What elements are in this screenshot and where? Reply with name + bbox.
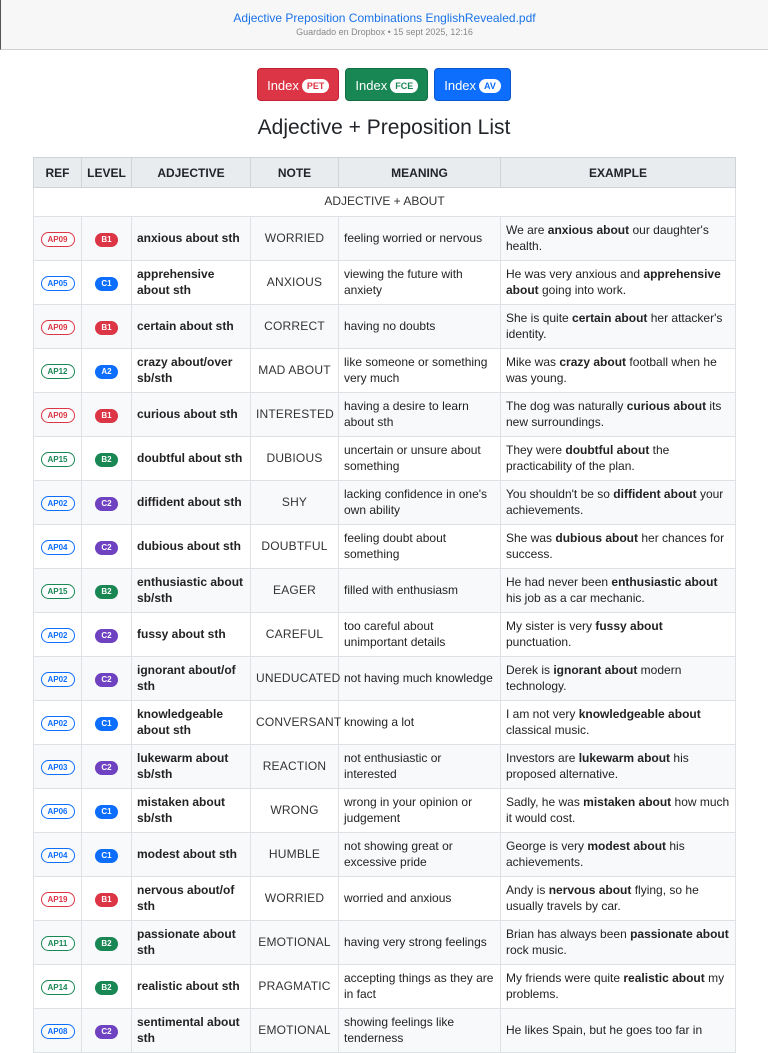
level-cell (82, 701, 132, 745)
level-badge: C1 (95, 849, 118, 863)
example-highlight: curious about (626, 399, 707, 413)
example-cell (501, 1009, 736, 1053)
table-row (34, 217, 736, 261)
level-badge: C2 (95, 673, 118, 687)
example-highlight: certain about (572, 311, 648, 325)
level-cell (82, 613, 132, 657)
section-row (34, 188, 736, 217)
note-cell: REACTION (251, 745, 339, 789)
adjective-cell: dubious about sth (132, 525, 251, 569)
example-text: Investors are (506, 751, 579, 765)
level-badge: B2 (95, 937, 118, 951)
level-badge: C2 (95, 1025, 118, 1039)
example-highlight: passionate about (630, 927, 729, 941)
fce-badge: FCE (390, 79, 418, 93)
level-badge: A2 (95, 365, 118, 379)
ref-cell (34, 657, 82, 701)
example-highlight: modest about (587, 839, 667, 853)
ref-badge[interactable]: AP02 (41, 672, 75, 687)
ref-badge[interactable]: AP14 (41, 980, 75, 995)
example-cell (501, 305, 736, 349)
example-text: your achievements. (506, 487, 724, 517)
adjective-cell: knowledgeable about sth (132, 701, 251, 745)
example-text: You shouldn't be so (506, 487, 614, 501)
example-text: going into work. (538, 282, 627, 297)
level-cell (82, 833, 132, 877)
table-row (34, 701, 736, 745)
level-cell (82, 217, 132, 261)
adjective-cell: certain about sth (132, 305, 251, 349)
level-badge: C2 (95, 761, 118, 775)
ref-cell (34, 393, 82, 437)
meaning-cell: filled with enthusiasm (339, 569, 501, 613)
level-badge: B2 (95, 453, 118, 467)
note-cell: DOUBTFUL (251, 525, 339, 569)
ref-badge[interactable]: AP04 (41, 540, 75, 555)
example-text: He was very anxious and (506, 267, 644, 281)
example-highlight: lukewarm about (578, 751, 671, 765)
example-highlight: diffident about (613, 487, 697, 501)
example-highlight: nervous about (548, 883, 632, 897)
example-text: The dog was naturally (506, 399, 627, 413)
example-text: the practicability of the plan. (506, 443, 670, 473)
level-cell (82, 1009, 132, 1053)
level-badge: B2 (95, 981, 118, 995)
ref-cell (34, 701, 82, 745)
example-text: modern technology. (506, 663, 682, 693)
adjective-cell: ignorant about/of sth (132, 657, 251, 701)
adjective-cell: mistaken about sb/sth (132, 789, 251, 833)
meaning-cell: having a desire to learn about sth (339, 393, 501, 437)
adjective-cell: lukewarm about sb/sth (132, 745, 251, 789)
level-cell (82, 261, 132, 305)
table-row (34, 393, 736, 437)
table-header-row (34, 158, 736, 188)
ref-cell (34, 217, 82, 261)
ref-badge[interactable]: AP02 (41, 716, 75, 731)
adjective-cell: realistic about sth (132, 965, 251, 1009)
level-badge: B1 (95, 893, 118, 907)
example-cell (501, 921, 736, 965)
example-text: punctuation. (506, 634, 572, 649)
example-text: He had never been (506, 575, 612, 589)
ref-badge[interactable]: AP06 (41, 804, 75, 819)
ref-badge[interactable]: AP15 (41, 584, 75, 599)
document-save-status: Guardado en Dropbox • 15 sept 2025, 12:16 (296, 27, 473, 37)
table-row (34, 569, 736, 613)
ref-cell (34, 569, 82, 613)
ref-badge[interactable]: AP02 (41, 628, 75, 643)
level-cell (82, 965, 132, 1009)
meaning-cell: worried and anxious (339, 877, 501, 921)
ref-cell (34, 789, 82, 833)
note-cell: EMOTIONAL (251, 921, 339, 965)
example-cell (501, 349, 736, 393)
table-row (34, 305, 736, 349)
adjective-cell: doubtful about sth (132, 437, 251, 481)
index-fce-button[interactable]: Index FCE (345, 68, 428, 101)
example-text: my problems. (506, 971, 725, 1001)
example-cell (501, 877, 736, 921)
table-row (34, 921, 736, 965)
meaning-cell: too careful about unimportant details (339, 613, 501, 657)
note-cell: DUBIOUS (251, 437, 339, 481)
example-cell (501, 437, 736, 481)
note-cell: SHY (251, 481, 339, 525)
note-cell: HUMBLE (251, 833, 339, 877)
meaning-cell: not having much knowledge (339, 657, 501, 701)
example-text: classical music. (506, 722, 590, 737)
ref-cell (34, 921, 82, 965)
example-highlight: enthusiastic about (611, 575, 718, 589)
table-row (34, 1009, 736, 1053)
ref-badge[interactable]: AP12 (41, 364, 75, 379)
meaning-cell: not enthusiastic or interested (339, 745, 501, 789)
header-adjective: ADJECTIVE (132, 158, 251, 188)
example-text: rock music. (506, 942, 567, 957)
note-cell: CAREFUL (251, 613, 339, 657)
example-cell (501, 217, 736, 261)
example-text: My friends were quite (506, 971, 624, 985)
document-header (0, 0, 768, 50)
table-row (34, 613, 736, 657)
note-cell: CONVERSANT (251, 701, 339, 745)
example-cell (501, 525, 736, 569)
example-cell (501, 701, 736, 745)
level-cell (82, 569, 132, 613)
header-level: LEVEL (82, 158, 132, 188)
level-cell (82, 349, 132, 393)
ref-badge[interactable]: AP04 (41, 848, 75, 863)
note-cell: INTERESTED (251, 393, 339, 437)
note-cell: WORRIED (251, 217, 339, 261)
section-title: ADJECTIVE + ABOUT (34, 188, 736, 217)
level-cell (82, 525, 132, 569)
ref-badge[interactable]: AP11 (41, 936, 75, 951)
level-badge: C1 (95, 805, 118, 819)
ref-cell (34, 525, 82, 569)
example-text: They were (506, 443, 566, 457)
meaning-cell: wrong in your opinion or judgement (339, 789, 501, 833)
level-cell (82, 657, 132, 701)
adjective-cell: sentimental about sth (132, 1009, 251, 1053)
example-text: Derek is (506, 663, 554, 677)
example-cell (501, 261, 736, 305)
meaning-cell: uncertain or unsure about something (339, 437, 501, 481)
level-badge: C2 (95, 629, 118, 643)
level-badge: C1 (95, 277, 118, 291)
ref-cell (34, 481, 82, 525)
example-text: his proposed alternative. (506, 751, 689, 781)
table-row (34, 833, 736, 877)
note-cell: EMOTIONAL (251, 1009, 339, 1053)
table-row (34, 349, 736, 393)
example-highlight: mistaken about (583, 795, 672, 809)
ref-cell (34, 833, 82, 877)
level-badge: C2 (95, 541, 118, 555)
adjective-cell: modest about sth (132, 833, 251, 877)
level-cell (82, 921, 132, 965)
adjective-cell: anxious about sth (132, 217, 251, 261)
note-cell: EAGER (251, 569, 339, 613)
table-row (34, 525, 736, 569)
level-badge: B1 (95, 233, 118, 247)
adjective-cell: apprehensive about sth (132, 261, 251, 305)
meaning-cell: lacking confidence in one's own ability (339, 481, 501, 525)
level-cell (82, 877, 132, 921)
adjective-cell: crazy about/over sb/sth (132, 349, 251, 393)
level-cell (82, 393, 132, 437)
ref-badge[interactable]: AP15 (41, 452, 75, 467)
meaning-cell: feeling doubt about something (339, 525, 501, 569)
level-cell (82, 305, 132, 349)
meaning-cell: showing feelings like tenderness (339, 1009, 501, 1053)
av-badge: AV (479, 79, 501, 93)
note-cell: WRONG (251, 789, 339, 833)
adjective-cell: passionate about sth (132, 921, 251, 965)
example-cell (501, 481, 736, 525)
level-badge: B2 (95, 585, 118, 599)
level-cell (82, 481, 132, 525)
note-cell: CORRECT (251, 305, 339, 349)
example-text: football when he was young. (506, 355, 717, 385)
adjective-cell: fussy about sth (132, 613, 251, 657)
ref-cell (34, 613, 82, 657)
ref-cell (34, 965, 82, 1009)
example-text: Brian has always been (506, 927, 631, 941)
header-ref: REF (34, 158, 82, 188)
example-text: Mike was (506, 355, 560, 369)
example-text: She is quite (506, 311, 573, 325)
note-cell: ANXIOUS (251, 261, 339, 305)
level-cell (82, 789, 132, 833)
index-pet-button[interactable]: Index PET (257, 68, 339, 101)
example-cell (501, 833, 736, 877)
example-text: her chances for success. (506, 531, 725, 561)
example-text: Andy is (506, 883, 549, 897)
level-badge: B1 (95, 409, 118, 423)
example-text: its new surroundings. (506, 399, 722, 429)
example-text: Sadly, he was (506, 795, 584, 809)
pet-badge: PET (302, 79, 330, 93)
example-text: She was (506, 531, 556, 545)
header-meaning: MEANING (339, 158, 501, 188)
adjective-cell: nervous about/of sth (132, 877, 251, 921)
ref-badge[interactable]: AP09 (41, 320, 75, 335)
example-text: We are (506, 223, 548, 237)
adjective-cell: enthusiastic about sb/sth (132, 569, 251, 613)
example-text: her attacker's identity. (506, 311, 723, 341)
header-note: NOTE (251, 158, 339, 188)
table-row (34, 789, 736, 833)
ref-cell (34, 877, 82, 921)
ref-cell (34, 1009, 82, 1053)
example-highlight: apprehensive about (506, 267, 721, 297)
ref-badge[interactable]: AP19 (41, 892, 75, 907)
ref-cell (34, 261, 82, 305)
example-cell (501, 965, 736, 1009)
ref-badge[interactable]: AP02 (41, 496, 75, 511)
meaning-cell: not showing great or excessive pride (339, 833, 501, 877)
ref-cell (34, 437, 82, 481)
example-text: flying, so he usually travels by car. (506, 883, 699, 913)
ref-cell (34, 745, 82, 789)
level-cell (82, 745, 132, 789)
example-highlight: knowledgeable about (578, 707, 701, 721)
example-highlight: doubtful about (565, 443, 650, 457)
level-badge: B1 (95, 321, 118, 335)
level-badge: C2 (95, 497, 118, 511)
table-row (34, 481, 736, 525)
adjective-preposition-table (33, 157, 736, 1053)
ref-badge[interactable]: AP09 (41, 408, 75, 423)
table-row (34, 657, 736, 701)
table-row (34, 877, 736, 921)
meaning-cell: knowing a lot (339, 701, 501, 745)
example-cell (501, 613, 736, 657)
ref-cell (34, 349, 82, 393)
ref-badge[interactable]: AP05 (41, 276, 75, 291)
ref-badge[interactable]: AP09 (41, 232, 75, 247)
index-nav (0, 68, 768, 101)
ref-cell (34, 305, 82, 349)
page-title: Adjective + Preposition List (257, 116, 511, 139)
example-cell (501, 789, 736, 833)
ref-badge[interactable]: AP03 (41, 760, 75, 775)
example-text: our daughter's health. (506, 223, 709, 253)
table-row (34, 745, 736, 789)
table-row (34, 437, 736, 481)
example-highlight: anxious about (547, 223, 630, 237)
table-row (34, 965, 736, 1009)
level-badge: C1 (95, 717, 118, 731)
example-text: My sister is very (506, 619, 596, 633)
example-text: George is very (506, 839, 588, 853)
example-cell (501, 393, 736, 437)
table-row (34, 261, 736, 305)
note-cell: UNEDUCATED (251, 657, 339, 701)
example-text: how much it would cost. (506, 795, 730, 825)
note-cell: MAD ABOUT (251, 349, 339, 393)
ref-badge[interactable]: AP08 (41, 1024, 75, 1039)
meaning-cell: like someone or something very much (339, 349, 501, 393)
example-cell (501, 657, 736, 701)
document-title[interactable]: Adjective Preposition Combinations EnglishRevealed.pdf (233, 11, 536, 25)
example-highlight: realistic about (623, 971, 705, 985)
example-highlight: crazy about (559, 355, 627, 369)
note-cell: PRAGMATIC (251, 965, 339, 1009)
meaning-cell: accepting things as they are in fact (339, 965, 501, 1009)
example-text: He likes Spain, but he goes too far in (506, 1022, 703, 1037)
example-highlight: fussy about (595, 619, 663, 633)
example-highlight: ignorant about (553, 663, 638, 677)
meaning-cell: viewing the future with anxiety (339, 261, 501, 305)
level-cell (82, 437, 132, 481)
index-av-button[interactable]: Index AV (434, 68, 511, 101)
meaning-cell: feeling worried or nervous (339, 217, 501, 261)
example-text: his job as a car mechanic. (506, 590, 645, 605)
meaning-cell: having no doubts (339, 305, 501, 349)
example-text: his achievements. (506, 839, 685, 869)
note-cell: WORRIED (251, 877, 339, 921)
meaning-cell: having very strong feelings (339, 921, 501, 965)
example-cell (501, 569, 736, 613)
example-cell (501, 745, 736, 789)
example-highlight: dubious about (555, 531, 639, 545)
example-text: I am not very (506, 707, 579, 721)
adjective-cell: diffident about sth (132, 481, 251, 525)
adjective-cell: curious about sth (132, 393, 251, 437)
header-example: EXAMPLE (501, 158, 736, 188)
